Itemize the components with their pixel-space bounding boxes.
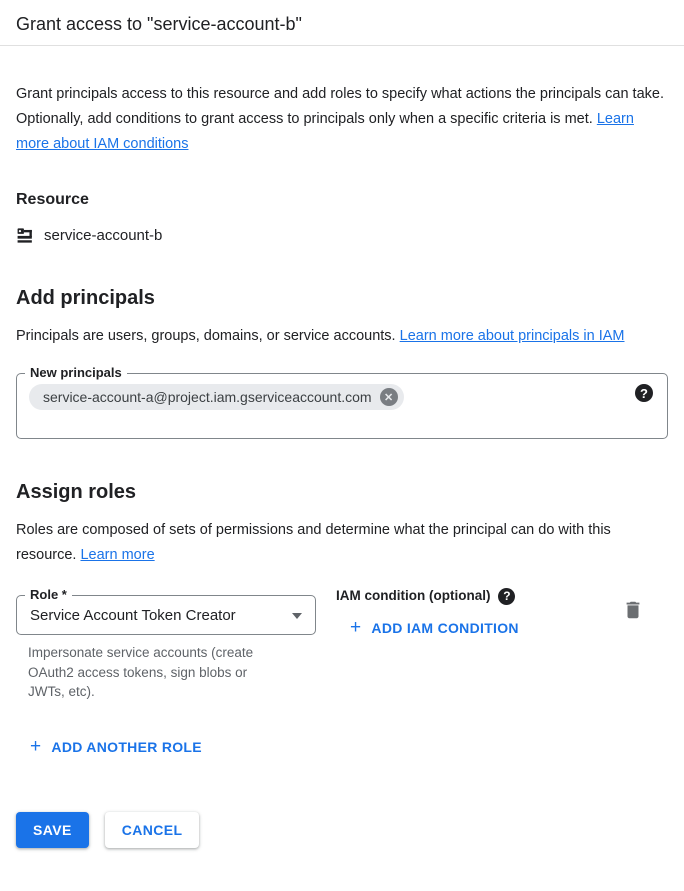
chip-remove-icon[interactable]: ✕ [380,388,398,406]
iam-condition-label-row [336,587,519,605]
principal-chip-text: service-account-a@project.iam.gserviceaccount.com [43,389,372,405]
trash-icon [622,609,644,624]
add-principals-heading: Add principals [16,287,155,309]
roles-learn-more-link[interactable]: Learn more [80,547,155,563]
dialog-actions [16,812,668,848]
learn-more-principals-link[interactable]: Learn more about principals in IAM [399,328,625,344]
assign-roles-text: Roles are composed of sets of permissions and determine what the principal can do with this resource. [16,522,611,563]
role-row [16,587,668,702]
plus-icon: + [350,617,362,638]
role-selected-value: Service Account Token Creator [30,606,236,624]
add-another-role-button[interactable] [30,735,202,757]
delete-role-button[interactable] [622,599,644,621]
iam-condition-column [336,587,519,637]
dialog-content [0,82,684,848]
dropdown-arrow-icon [292,613,302,619]
role-label: Role * [25,587,72,603]
assign-roles-description [16,518,668,568]
learn-more-iam-conditions-link[interactable]: Learn more about IAM conditions [16,111,634,152]
resource-heading: Resource [16,191,89,208]
intro-paragraph [16,82,668,157]
intro-text: Grant principals access to this resource and add roles to specify what actions the principals can take. Optionally, add conditions to grant access to principals only when a specific criteria is met. [16,86,664,127]
principals-help-icon[interactable]: ? [635,384,653,402]
add-principals-description [16,324,668,349]
principal-chip[interactable] [29,384,404,410]
add-principals-text: Principals are users, groups, domains, or service accounts. [16,328,400,344]
service-account-icon [16,226,35,245]
new-principals-label: New principals [25,365,127,381]
new-principals-field[interactable] [16,365,668,439]
role-column [16,587,316,702]
iam-condition-help-icon[interactable]: ? [498,588,515,605]
save-button[interactable]: SAVE [16,812,89,848]
resource-item [16,226,668,245]
iam-condition-label: IAM condition (optional) [336,588,491,603]
page-title: Grant access to "service-account-b" [16,14,302,34]
assign-roles-heading: Assign roles [16,481,137,503]
cancel-button[interactable]: CANCEL [105,812,200,848]
resource-name: service-account-b [44,227,163,244]
add-another-role-label: ADD ANOTHER ROLE [51,738,202,755]
role-select[interactable] [16,587,316,635]
plus-icon: + [30,735,42,757]
add-iam-condition-label: ADD IAM CONDITION [371,620,519,636]
role-help-text: Impersonate service accounts (create OAuth2 access tokens, sign blobs or JWTs, etc). [28,645,254,699]
add-iam-condition-button[interactable] [350,619,519,637]
dialog-header [0,0,684,46]
